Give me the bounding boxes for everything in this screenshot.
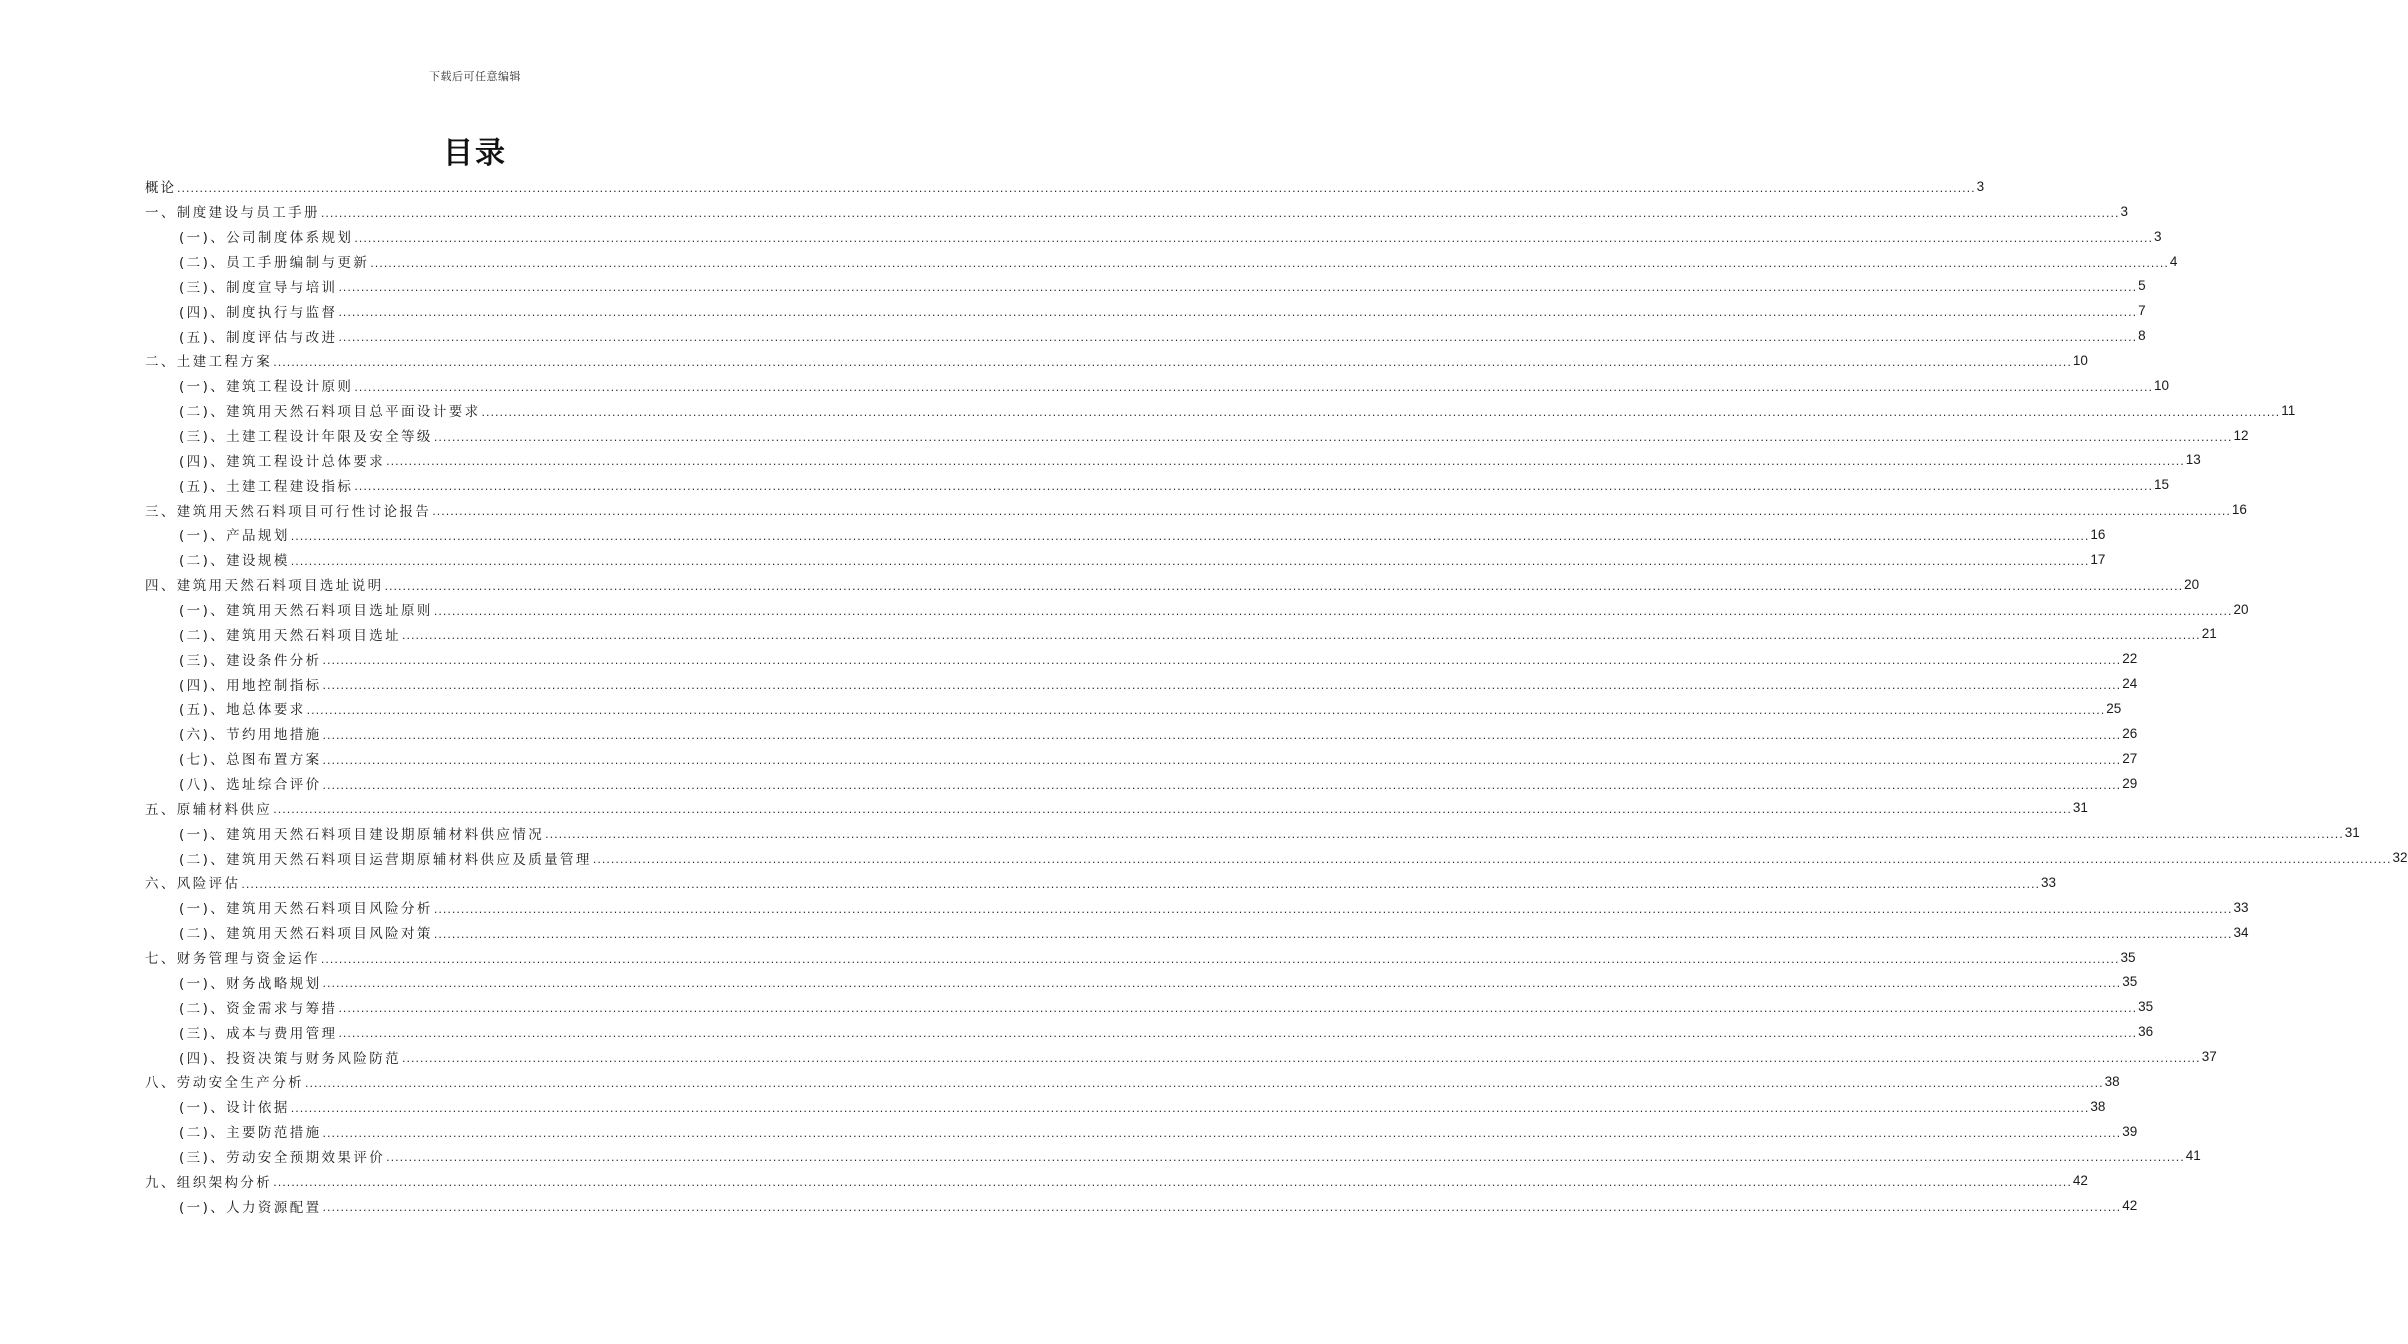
toc-entry-page: 41 [2185, 1148, 2201, 1164]
toc-entry[interactable] [145, 273, 2146, 298]
toc-leader-dots: ................................................................................................................................................................................................................................................................................................................................................................................................................ [338, 1002, 2138, 1016]
toc-entry[interactable] [145, 746, 2138, 771]
toc-leader-dots: ................................................................................................................................................................................................................................................................................................................................................................................................................ [402, 1052, 2201, 1065]
toc-leader-dots: ................................................................................................................................................................................................................................................................................................................................................................................................................ [433, 604, 2233, 618]
toc-leader-dots: ................................................................................................................................................................................................................................................................................................................................................................................................................ [290, 554, 2090, 568]
toc-entry-label: (四)、制度执行与监督 [179, 304, 338, 321]
toc-entry-label: (五)、制度评估与改进 [179, 329, 338, 346]
toc-leader-dots: ................................................................................................................................................................................................................................................................................................................................................................................................................ [432, 505, 2231, 519]
toc-entry[interactable] [145, 870, 2057, 895]
toc-entry-label: (一)、产品规划 [179, 528, 290, 545]
toc-entry-page: 31 [2344, 825, 2360, 841]
toc-entry[interactable] [145, 1094, 2106, 1119]
toc-entry-label: (一)、建筑工程设计原则 [179, 379, 354, 396]
toc-entry[interactable] [145, 323, 2146, 348]
toc-leader-dots: ................................................................................................................................................................................................................................................................................................................................................................................................................ [322, 977, 2122, 991]
toc-entry-page: 4 [2169, 253, 2178, 269]
toc-entry-label: (五)、地总体要求 [179, 702, 306, 719]
toc-entry-label: 三、建筑用天然石料项目可行性讨论报告 [145, 503, 432, 520]
toc-entry-label: (二)、员工手册编制与更新 [179, 255, 370, 271]
toc-entry[interactable] [145, 348, 2088, 373]
toc-entry[interactable] [145, 597, 2249, 622]
toc-entry-label: (四)、建筑工程设计总体要求 [179, 453, 386, 470]
toc-leader-dots: ................................................................................................................................................................................................................................................................................................................................................................................................................ [338, 306, 2138, 320]
toc-entry[interactable] [145, 845, 2408, 870]
toc-entry-label: (一)、建筑用天然石料项目选址原则 [179, 603, 433, 620]
toc-leader-dots: ................................................................................................................................................................................................................................................................................................................................................................................................................ [370, 256, 2169, 270]
toc-entry-label: (一)、人力资源配置 [179, 1199, 322, 1216]
toc-entry-page: 8 [2138, 328, 2146, 344]
toc-entry-page: 16 [2090, 526, 2106, 542]
toc-entry[interactable] [145, 447, 2201, 472]
toc-entry-page: 25 [2106, 700, 2122, 716]
toc-entry-label: (二)、资金需求与筹措 [179, 1000, 338, 1017]
toc-entry[interactable] [145, 249, 2178, 274]
toc-entry-label: (二)、主要防范措施 [179, 1125, 322, 1142]
toc-leader-dots: ................................................................................................................................................................................................................................................................................................................................................................................................................ [545, 828, 2344, 842]
toc-entry-page: 36 [2138, 1024, 2154, 1040]
toc-entry[interactable] [145, 621, 2217, 646]
toc-entry[interactable] [145, 497, 2247, 522]
toc-entry-label: (二)、建筑用天然石料项目总平面设计要求 [179, 404, 481, 421]
toc-entry[interactable] [145, 199, 2129, 224]
toc-entry[interactable] [145, 970, 2138, 995]
toc-leader-dots: ................................................................................................................................................................................................................................................................................................................................................................................................................ [320, 206, 2120, 220]
toc-entry-label: (三)、土建工程设计年限及安全等级 [179, 429, 433, 446]
toc-leader-dots: ................................................................................................................................................................................................................................................................................................................................................................................................................ [386, 1151, 2185, 1165]
toc-entry[interactable] [145, 646, 2138, 671]
toc-entry[interactable] [145, 174, 1985, 199]
toc-entry-label: 二、土建工程方案 [145, 354, 273, 371]
toc-entry[interactable] [145, 224, 2162, 249]
toc-leader-dots: ................................................................................................................................................................................................................................................................................................................................................................................................................ [290, 1101, 2090, 1115]
toc-entry-page: 35 [2138, 999, 2154, 1015]
toc-entry-label: 一、制度建设与员工手册 [145, 205, 320, 222]
toc-entry[interactable] [145, 920, 2249, 945]
toc-entry-label: (一)、设计依据 [179, 1100, 290, 1117]
toc-leader-dots: ................................................................................................................................................................................................................................................................................................................................................................................................................ [322, 1201, 2122, 1215]
toc-leader-dots: ................................................................................................................................................................................................................................................................................................................................................................................................................ [322, 679, 2122, 693]
toc-entry-label: (八)、选址综合评价 [179, 777, 322, 794]
toc-entry[interactable] [145, 994, 2154, 1019]
toc-entry[interactable] [145, 522, 2106, 547]
toc-entry[interactable] [145, 1019, 2154, 1044]
toc-entry-label: 概论 [145, 180, 176, 197]
toc-entry-label: 六、风险评估 [145, 876, 241, 893]
toc-entry-page: 24 [2122, 676, 2138, 692]
toc-leader-dots: ................................................................................................................................................................................................................................................................................................................................................................................................................ [386, 455, 2185, 469]
toc-entry-page: 12 [2233, 427, 2249, 443]
toc-entry[interactable] [145, 423, 2249, 448]
table-of-contents [145, 174, 2408, 1218]
toc-leader-dots: ................................................................................................................................................................................................................................................................................................................................................................................................................ [402, 629, 2201, 643]
toc-entry-label: (一)、建筑用天然石料项目风险分析 [179, 901, 433, 918]
toc-entry[interactable] [145, 895, 2249, 920]
toc-entry[interactable] [145, 696, 2122, 721]
toc-entry[interactable] [145, 1144, 2201, 1169]
toc-entry-label: (四)、投资决策与财务风险防范 [179, 1050, 402, 1067]
toc-entry[interactable] [145, 820, 2360, 845]
toc-entry-page: 32 [2392, 850, 2408, 866]
toc-leader-dots: ................................................................................................................................................................................................................................................................................................................................................................................................................ [433, 927, 2233, 941]
toc-entry[interactable] [145, 298, 2146, 323]
toc-leader-dots: ................................................................................................................................................................................................................................................................................................................................................................................................................ [322, 753, 2122, 767]
toc-entry-page: 35 [2122, 974, 2138, 990]
toc-entry[interactable] [145, 1168, 2088, 1193]
toc-leader-dots: ................................................................................................................................................................................................................................................................................................................................................................................................................ [290, 529, 2090, 543]
toc-entry-label: (三)、制度宣导与培训 [179, 279, 338, 296]
toc-entry-page: 16 [2231, 502, 2247, 518]
toc-leader-dots: ................................................................................................................................................................................................................................................................................................................................................................................................................ [177, 181, 1976, 195]
toc-entry[interactable] [145, 547, 2106, 572]
toc-leader-dots: ................................................................................................................................................................................................................................................................................................................................................................................................................ [322, 728, 2122, 742]
toc-entry-page: 38 [2104, 1073, 2120, 1089]
toc-entry-label: (六)、节约用地措施 [179, 727, 322, 744]
toc-entry[interactable] [145, 721, 2138, 746]
toc-entry-page: 3 [2153, 228, 2162, 244]
toc-leader-dots: ................................................................................................................................................................................................................................................................................................................................................................................................................ [354, 231, 2153, 245]
toc-entry-page: 22 [2122, 651, 2138, 667]
toc-leader-dots: ................................................................................................................................................................................................................................................................................................................................................................................................................ [320, 952, 2120, 966]
toc-entry-page: 10 [2072, 352, 2088, 368]
toc-entry-label: (五)、土建工程建设指标 [179, 478, 354, 495]
toc-entry-page: 33 [2041, 874, 2057, 890]
toc-entry[interactable] [145, 472, 2170, 497]
toc-entry-label: 七、财务管理与资金运作 [145, 951, 320, 968]
toc-title: 目录 [443, 136, 507, 171]
toc-leader-dots: ................................................................................................................................................................................................................................................................................................................................................................................................................ [322, 778, 2122, 792]
toc-entry-page: 42 [2072, 1173, 2088, 1189]
toc-entry-label: (一)、财务战略规划 [179, 975, 322, 992]
toc-entry-label: (三)、劳动安全预期效果评价 [179, 1149, 386, 1166]
toc-entry-page: 39 [2122, 1123, 2138, 1139]
toc-entry[interactable] [145, 572, 2200, 597]
toc-entry-label: (三)、成本与费用管理 [179, 1025, 338, 1042]
toc-leader-dots: ................................................................................................................................................................................................................................................................................................................................................................................................................ [338, 331, 2138, 345]
toc-entry[interactable] [145, 1069, 2120, 1094]
toc-entry-label: 八、劳动安全生产分析 [145, 1075, 304, 1092]
toc-entry[interactable] [145, 373, 2170, 398]
toc-entry-page: 15 [2153, 477, 2170, 493]
toc-entry-page: 3 [2120, 203, 2129, 219]
toc-entry-label: 五、原辅材料供应 [145, 801, 273, 818]
toc-entry-page: 37 [2201, 1049, 2217, 1064]
toc-leader-dots: ................................................................................................................................................................................................................................................................................................................................................................................................................ [592, 853, 2392, 867]
toc-entry-label: (二)、建筑用天然石料项目选址 [179, 627, 402, 644]
toc-entry-label: (二)、建筑用天然石料项目风险对策 [179, 926, 433, 943]
toc-entry-page: 10 [2153, 377, 2170, 393]
toc-leader-dots: ................................................................................................................................................................................................................................................................................................................................................................................................................ [273, 355, 2072, 369]
toc-entry-page: 33 [2233, 899, 2249, 915]
toc-entry-page: 5 [2138, 278, 2146, 294]
toc-entry[interactable] [145, 1044, 2217, 1069]
toc-entry[interactable] [145, 795, 2088, 820]
toc-entry-page: 34 [2233, 924, 2249, 940]
toc-entry-label: (一)、建筑用天然石料项目建设期原辅材料供应情况 [179, 826, 545, 843]
toc-entry-page: 35 [2120, 949, 2136, 965]
toc-entry-page: 31 [2072, 800, 2088, 816]
toc-leader-dots: ................................................................................................................................................................................................................................................................................................................................................................................................................ [338, 1027, 2138, 1041]
toc-leader-dots: ................................................................................................................................................................................................................................................................................................................................................................................................................ [322, 654, 2122, 668]
toc-leader-dots: ................................................................................................................................................................................................................................................................................................................................................................................................................ [273, 803, 2072, 817]
toc-leader-dots: ................................................................................................................................................................................................................................................................................................................................................................................................................ [354, 380, 2153, 394]
toc-entry-label: (七)、总图布置方案 [179, 752, 322, 769]
toc-leader-dots: ................................................................................................................................................................................................................................................................................................................................................................................................................ [354, 480, 2153, 494]
toc-leader-dots: ................................................................................................................................................................................................................................................................................................................................................................................................................ [322, 1126, 2122, 1140]
toc-entry-label: (二)、建筑用天然石料项目运营期原辅材料供应及质量管理 [179, 851, 592, 868]
toc-entry-page: 7 [2138, 303, 2146, 319]
toc-leader-dots: ................................................................................................................................................................................................................................................................................................................................................................................................................ [338, 281, 2138, 295]
toc-entry-page: 20 [2233, 601, 2249, 617]
toc-leader-dots: ................................................................................................................................................................................................................................................................................................................................................................................................................ [384, 579, 2184, 593]
toc-entry[interactable] [145, 945, 2136, 970]
toc-entry-label: (四)、用地控制指标 [179, 677, 322, 694]
toc-entry-page: 3 [1976, 178, 1985, 194]
toc-leader-dots: ................................................................................................................................................................................................................................................................................................................................................................................................................ [306, 703, 2106, 717]
toc-entry-page: 20 [2184, 576, 2200, 592]
toc-leader-dots: ................................................................................................................................................................................................................................................................................................................................................................................................................ [273, 1176, 2072, 1190]
toc-entry[interactable] [145, 1119, 2138, 1144]
toc-entry-label: (二)、建设规模 [179, 553, 290, 570]
toc-leader-dots: ................................................................................................................................................................................................................................................................................................................................................................................................................ [433, 430, 2233, 444]
toc-entry-label: 四、建筑用天然石料项目选址说明 [145, 578, 384, 595]
toc-entry-page: 17 [2090, 551, 2106, 567]
toc-entry[interactable] [145, 1193, 2138, 1218]
toc-entry-page: 38 [2090, 1098, 2106, 1114]
toc-leader-dots: ................................................................................................................................................................................................................................................................................................................................................................................................................ [241, 877, 2041, 891]
page-header: 下载后可任意编辑 [429, 70, 521, 83]
toc-entry-label: (一)、公司制度体系规划 [179, 230, 354, 247]
toc-entry-page: 42 [2122, 1198, 2138, 1214]
toc-entry-page: 11 [2281, 402, 2296, 418]
toc-entry[interactable] [145, 771, 2138, 796]
toc-entry-page: 29 [2122, 775, 2138, 791]
toc-entry-page: 21 [2201, 626, 2217, 642]
toc-entry-page: 13 [2185, 452, 2201, 468]
toc-entry-page: 27 [2122, 750, 2138, 766]
toc-entry-label: 九、组织架构分析 [145, 1174, 273, 1191]
toc-leader-dots: ................................................................................................................................................................................................................................................................................................................................................................................................................ [433, 902, 2233, 916]
toc-entry[interactable] [145, 671, 2138, 696]
toc-leader-dots: ................................................................................................................................................................................................................................................................................................................................................................................................................ [305, 1076, 2104, 1090]
toc-entry[interactable] [145, 398, 2296, 423]
toc-entry-label: (三)、建设条件分析 [179, 652, 322, 669]
toc-leader-dots: ................................................................................................................................................................................................................................................................................................................................................................................................................ [481, 405, 2281, 419]
toc-entry-page: 26 [2122, 725, 2138, 741]
